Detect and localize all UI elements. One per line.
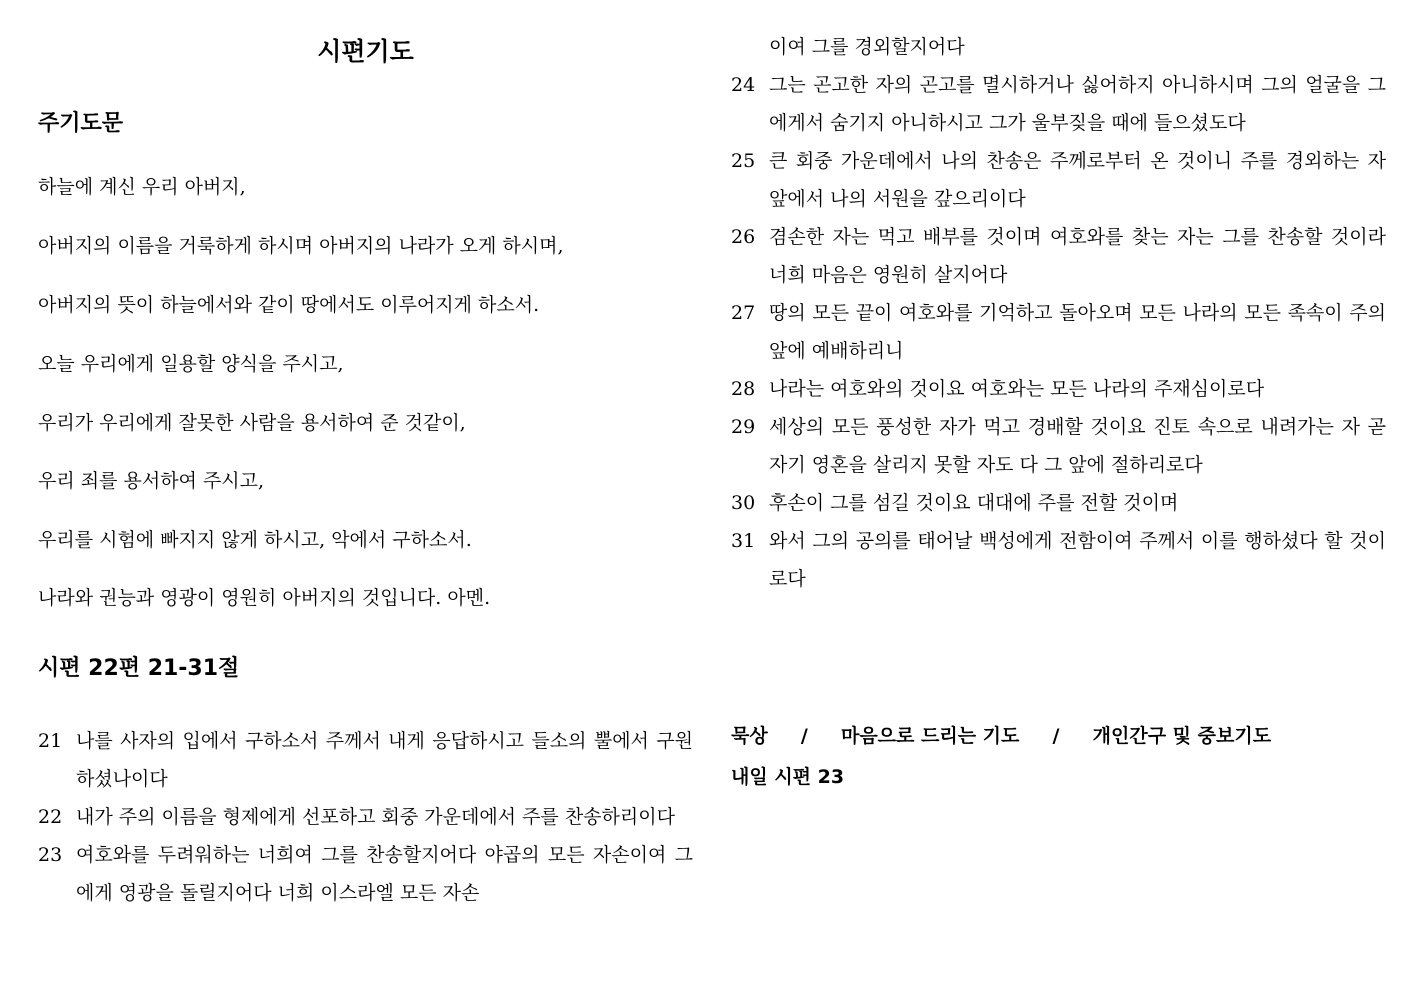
verse-number: 31 [731, 530, 756, 552]
verse-25 [731, 142, 1386, 218]
verse-number: 27 [731, 302, 756, 324]
verse-text: 큰 회중 가운데에서 나의 찬송은 주께로부터 온 것이니 주를 경외하는 자 앞에서 나의 서원을 갚으리이다 [769, 150, 1386, 210]
step-heart-prayer: 마음으로 드리는 기도 [840, 725, 1020, 747]
verse-number: 28 [731, 378, 756, 400]
verse-28 [731, 370, 1386, 408]
verse-text: 나를 사자의 입에서 구하소서 주께서 내게 응답하시고 들소의 뿔에서 구원하셨나이다 [76, 730, 693, 790]
page-title: 시편기도 [317, 37, 414, 66]
verse-30 [731, 484, 1386, 522]
psalm-verses-left [38, 722, 693, 912]
prayer-line: 우리가 우리에게 잘못한 사람을 용서하여 준 것같이, [38, 412, 466, 434]
verse-number: 24 [731, 74, 756, 96]
verse-number: 26 [731, 226, 756, 248]
verse-number: 22 [38, 806, 63, 828]
psalm-heading: 시편 22편 21-31절 [38, 656, 240, 681]
verse-23-continuation [731, 28, 1386, 66]
prayer-line: 우리 죄를 용서하여 주시고, [38, 470, 265, 492]
prayer-line: 나라와 권능과 영광이 영원히 아버지의 것입니다. 아멘. [38, 587, 491, 609]
verse-text: 와서 그의 공의를 태어날 백성에게 전함이여 주께서 이를 행하셨다 할 것이로다 [769, 530, 1386, 590]
separator: / [1052, 725, 1060, 747]
verse-text: 후손이 그를 섬길 것이요 대대에 주를 전할 것이며 [769, 492, 1179, 514]
verse-24 [731, 66, 1386, 142]
separator: / [800, 725, 808, 747]
verse-31 [731, 522, 1386, 598]
verse-number: 21 [38, 730, 63, 752]
verse-number: 23 [38, 844, 63, 866]
verse-number: 29 [731, 416, 756, 438]
verse-text: 나라는 여호와의 것이요 여호와는 모든 나라의 주재심이로다 [769, 378, 1265, 400]
verse-22 [38, 798, 693, 836]
prayer-line: 아버지의 이름을 거룩하게 하시며 아버지의 나라가 오게 하시며, [38, 235, 564, 257]
verse-text: 그는 곤고한 자의 곤고를 멸시하거나 싫어하지 아니하시며 그의 얼굴을 그에게서 숨기지 아니하시고 그가 울부짖을 때에 들으셨도다 [769, 74, 1386, 134]
psalm-verses-right [731, 28, 1386, 598]
verse-text: 여호와를 두려워하는 너희여 그를 찬송할지어다 야곱의 모든 자손이여 그에게 영광을 돌릴지어다 너희 이스라엘 모든 자손 [76, 844, 693, 904]
verse-text: 땅의 모든 끝이 여호와를 기억하고 돌아오며 모든 나라의 모든 족속이 주의 앞에 예배하리니 [769, 302, 1386, 362]
prayer-line: 우리를 시험에 빠지지 않게 하시고, 악에서 구하소서. [38, 529, 472, 551]
verse-number: 30 [731, 492, 756, 514]
step-meditation: 묵상 [731, 725, 768, 747]
step-intercession: 개인간구 및 중보기도 [1092, 725, 1272, 747]
verse-29 [731, 408, 1386, 484]
prayer-line: 아버지의 뜻이 하늘에서와 같이 땅에서도 이루어지게 하소서. [38, 294, 540, 316]
verse-text: 겸손한 자는 먹고 배부를 것이며 여호와를 찾는 자는 그를 찬송할 것이라 너희 마음은 영원히 살지어다 [769, 226, 1386, 286]
prayer-line: 하늘에 계신 우리 아버지, [38, 176, 246, 198]
verse-26 [731, 218, 1386, 294]
verse-23 [38, 836, 693, 912]
verse-27 [731, 294, 1386, 370]
verse-text: 내가 주의 이름을 형제에게 선포하고 회중 가운데에서 주를 찬송하리이다 [76, 806, 675, 828]
verse-text: 이여 그를 경외할지어다 [769, 36, 965, 58]
lords-prayer-heading: 주기도문 [38, 111, 124, 136]
verse-text: 세상의 모든 풍성한 자가 먹고 경배할 것이요 진토 속으로 내려가는 자 곧 자기 영혼을 살리지 못할 자도 다 그 앞에 절하리로다 [769, 416, 1386, 476]
verse-21 [38, 722, 693, 798]
next-reading: 내일 시편 23 [731, 766, 845, 788]
prayer-line: 오늘 우리에게 일용할 양식을 주시고, [38, 353, 344, 375]
verse-number: 25 [731, 150, 756, 172]
meditation-steps [731, 721, 1271, 748]
